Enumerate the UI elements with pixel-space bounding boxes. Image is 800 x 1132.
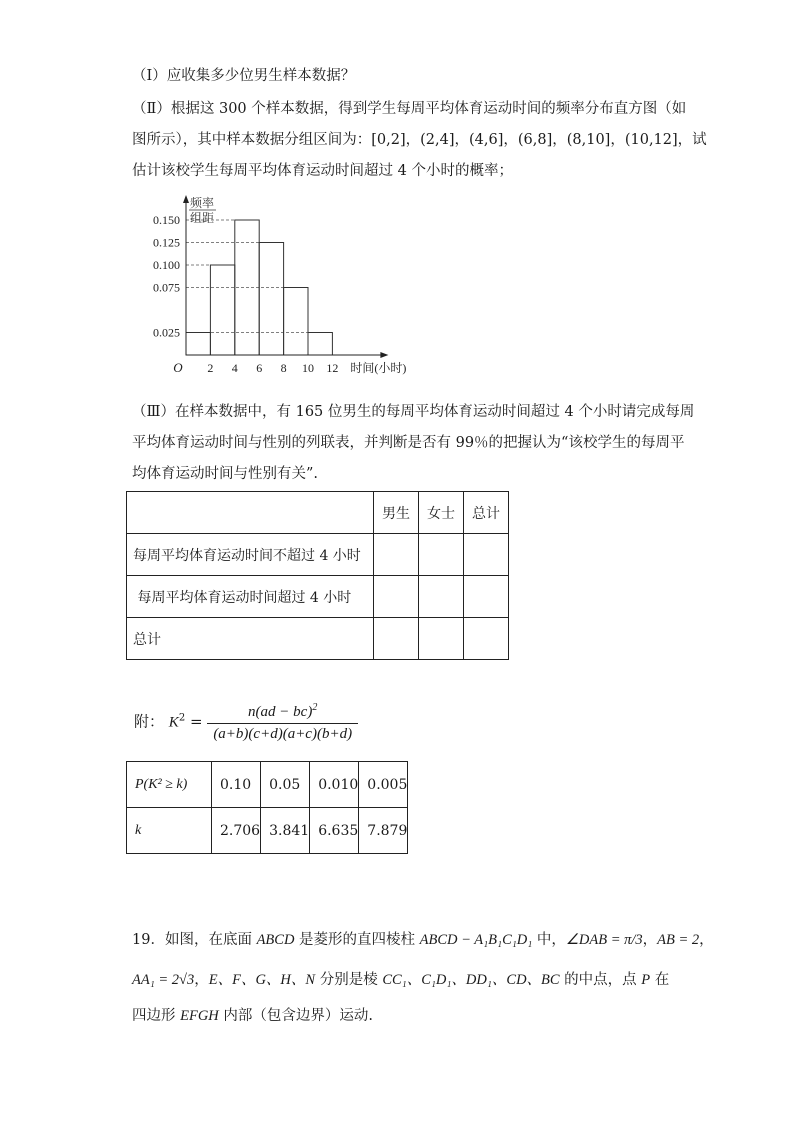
table-cell bbox=[464, 534, 509, 576]
chi-square-formula: 附： $K^2$ = $\frac{n(ad - bc)^2}{(a+b)(c+d)(a+c)(b+d)}$ bbox=[134, 702, 358, 743]
x-tick-label: 4 bbox=[231, 361, 238, 375]
table-row bbox=[127, 618, 509, 660]
question-19-line-3: 四边形 EFGH 内部（包含边界）运动. bbox=[132, 1008, 373, 1024]
histogram-bar bbox=[210, 265, 234, 355]
k-row-label: k bbox=[127, 808, 212, 854]
question-3-line-3: 均体育运动时间与性别有关”. bbox=[132, 466, 319, 482]
origin-label: O bbox=[173, 360, 183, 375]
k-value-cell: 2.706 bbox=[212, 808, 261, 854]
question-1: （Ⅰ）应收集多少位男生样本数据？ bbox=[132, 68, 356, 84]
histogram-bar bbox=[284, 288, 308, 356]
k-value-cell: 6.635 bbox=[310, 808, 359, 854]
row-label: 每周平均体育运动时间超过 4 小时 bbox=[127, 576, 374, 618]
table-cell bbox=[374, 576, 419, 618]
table-cell bbox=[464, 576, 509, 618]
p-row-label: P(K² ≥ k) bbox=[127, 762, 212, 808]
table-row bbox=[127, 762, 408, 808]
formula-prefix: 附： bbox=[134, 712, 165, 731]
table-cell bbox=[419, 576, 464, 618]
header-cell-male: 男生 bbox=[374, 492, 419, 534]
question-3-line-1: （Ⅲ）在样本数据中，有 165 位男生的每周平均体育运动时间超过 4 个小时请完成每周 bbox=[132, 404, 695, 420]
histogram-bar bbox=[186, 333, 210, 356]
x-axis-label: 时间(小时) bbox=[350, 361, 407, 375]
p-value-cell: 0.005 bbox=[359, 762, 408, 808]
y-tick-label: 0.125 bbox=[153, 235, 180, 250]
y-tick-label: 0.075 bbox=[153, 280, 180, 295]
histogram-bar bbox=[308, 333, 332, 356]
y-axis-label-top: 频率 bbox=[190, 196, 215, 210]
question-3-line-2: 平均体育运动时间与性别的列联表，并判断是否有 99％的把握认为“该校学生的每周平 bbox=[132, 435, 685, 451]
question-19-line-2: AA₁ = 2√3，E、F、G、H、N 分别是棱 CC₁、C₁D₁、DD₁、CD、BC 的中点，点 P 在 bbox=[132, 972, 670, 988]
question-2-line-3: 估计该校学生每周平均体育运动时间超过 4 个小时的概率； bbox=[132, 163, 513, 179]
y-axis-label-bottom: 组距 bbox=[190, 211, 215, 225]
formula-fraction bbox=[207, 702, 358, 743]
x-tick-label: 2 bbox=[207, 361, 214, 375]
y-axis-arrow bbox=[183, 195, 189, 203]
table-row bbox=[127, 576, 509, 618]
header-cell-female: 女士 bbox=[419, 492, 464, 534]
row-label: 总计 bbox=[127, 618, 374, 660]
k-value-cell: 7.879 bbox=[359, 808, 408, 854]
histogram-grid bbox=[186, 220, 308, 333]
table-header-row bbox=[127, 492, 509, 534]
header-cell-empty bbox=[127, 492, 374, 534]
question-2-line-2: 图所示），其中样本数据分组区间为：[0,2]，(2,4]，(4,6]，(6,8]，(8,10]，(10,12]，试 bbox=[132, 132, 707, 148]
y-tick-label: 0.150 bbox=[153, 213, 180, 227]
critical-value-table bbox=[126, 761, 408, 854]
p-value-cell: 0.10 bbox=[212, 762, 261, 808]
table-row bbox=[127, 534, 509, 576]
histogram-bar bbox=[259, 243, 283, 356]
x-axis-arrow bbox=[380, 352, 388, 358]
frequency-histogram bbox=[140, 195, 407, 385]
contingency-table bbox=[126, 491, 509, 660]
header-cell-total: 总计 bbox=[464, 492, 509, 534]
k-value-cell: 3.841 bbox=[261, 808, 310, 854]
x-tick-label: 8 bbox=[280, 361, 287, 375]
x-tick-label: 10 bbox=[302, 361, 314, 375]
p-value-cell: 0.010 bbox=[310, 762, 359, 808]
question-19-line-1: 19．如图，在底面 ABCD 是菱形的直四棱柱 ABCD − A₁B₁C₁D₁ 中，∠DAB = π/3，AB = 2， bbox=[132, 932, 714, 948]
table-cell bbox=[374, 534, 419, 576]
table-row bbox=[127, 808, 408, 854]
formula-denominator: (a+b)(c+d)(a+c)(b+d) bbox=[213, 726, 353, 742]
formula-numerator: n(ad − bc)$^2$ bbox=[207, 702, 358, 724]
table-cell bbox=[419, 618, 464, 660]
table-cell bbox=[464, 618, 509, 660]
x-tick-label: 6 bbox=[256, 361, 263, 375]
table-cell bbox=[374, 618, 419, 660]
histogram-labels bbox=[153, 195, 406, 375]
formula-lhs: K bbox=[168, 714, 179, 731]
x-tick-label: 12 bbox=[326, 361, 339, 375]
y-tick-label: 0.025 bbox=[153, 325, 180, 340]
table-cell bbox=[419, 534, 464, 576]
question-2-line-1: （Ⅱ）根据这 300 个样本数据，得到学生每周平均体育运动时间的频率分布直方图（如 bbox=[132, 101, 687, 117]
p-value-cell: 0.05 bbox=[261, 762, 310, 808]
y-tick-label: 0.100 bbox=[153, 258, 180, 272]
row-label: 每周平均体育运动时间不超过 4 小时 bbox=[127, 534, 374, 576]
